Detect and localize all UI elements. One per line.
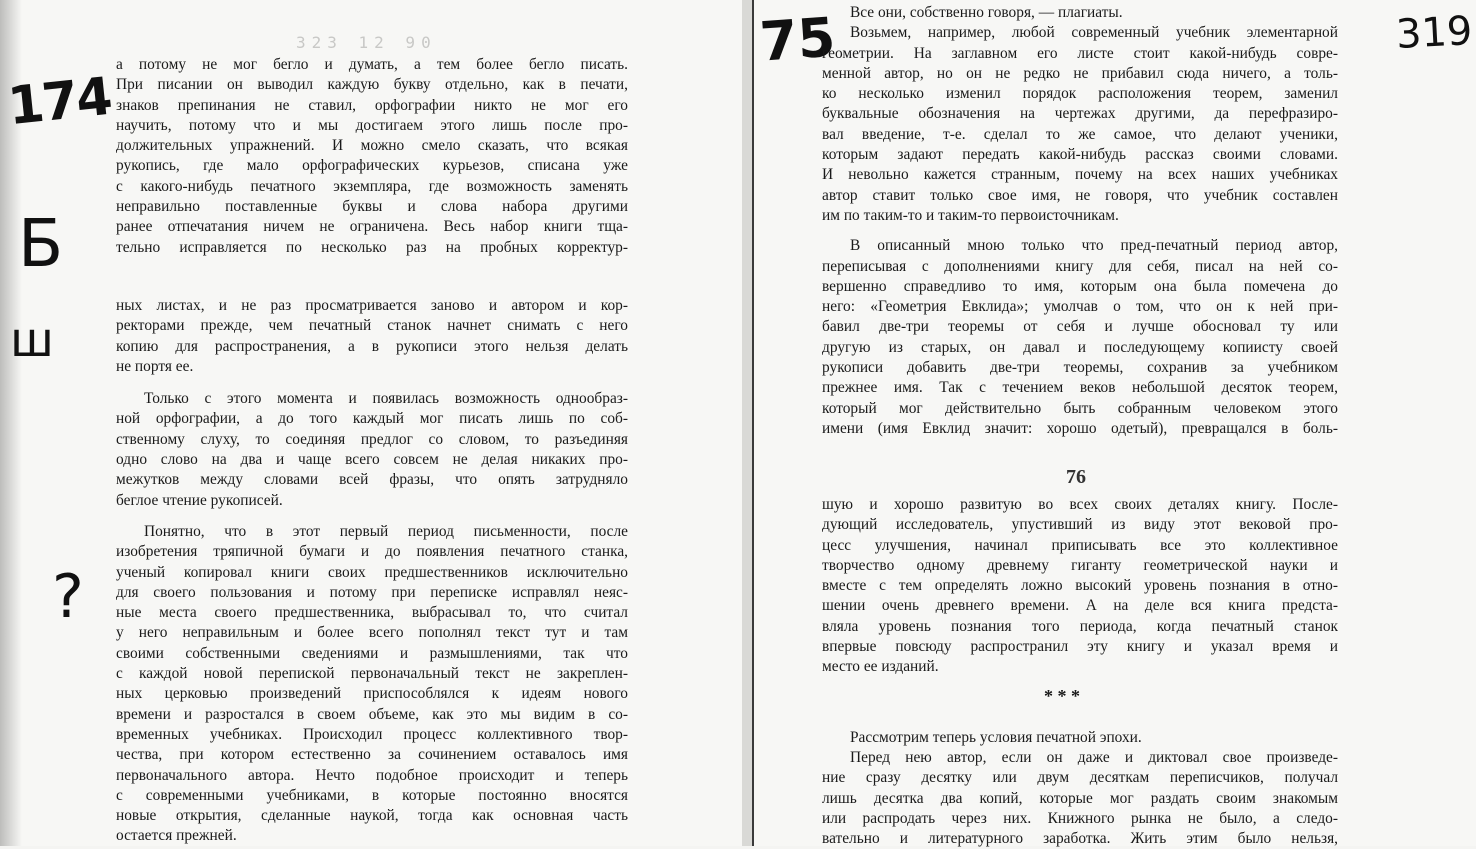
text-line: изобретения тряпичной бумаги и до появления печатного станка,: [116, 543, 628, 561]
text-line: с какого-нибудь печатного экземпляра, где возможность заменять: [116, 177, 628, 195]
text-line: для своего пользования и потому при переписке исправлял неяс-: [116, 583, 628, 601]
text-line: первоначального автора. Нечто подобное происходит и теперь: [116, 766, 628, 784]
text-line: Все они, собственно говоря, — плагиаты.: [850, 4, 1123, 21]
text-line: впервые повсюду распространил эту книгу и указал время и: [822, 638, 1338, 656]
text-line: чества, при котором естественно за сочинением оставалось имя: [116, 746, 628, 764]
text-line: вершенно справедливо то имя, которым она была помечена до: [822, 277, 1338, 295]
left-text-block-2: [116, 296, 628, 847]
text-line: ко несколько изменил порядок расположения теорем, заменил: [822, 85, 1338, 103]
text-line: рукописи добавить две-три теоремы, сохранив за учебником: [822, 359, 1338, 377]
text-line: которым задают передать какой-нибудь рассказ своими словами.: [822, 146, 1338, 164]
text-line: новые открытия, сделанные наукой, тогда как основная часть: [116, 807, 628, 825]
text-line: лишь десятка два копий, которые мог раздать своим знакомым: [822, 789, 1338, 807]
text-line: ранее отпечатания ничем не ограничена. Весь набор книги тща-: [116, 218, 628, 236]
text-line: В описанный мною только что пред-печатный период автор,: [850, 237, 1338, 255]
text-line: прежнее имя. Так с течением веков небольшой десяток теорем,: [822, 379, 1338, 397]
text-line: не портя ее.: [116, 357, 194, 375]
text-line: беглое чтение рукописей.: [116, 491, 283, 509]
text-line: бавил две-три теоремы от себя и лучше обосновал ту или: [822, 318, 1338, 336]
handwritten-question-mark: ?: [52, 562, 84, 632]
text-line: который мог действительно быть собранным человеком этого: [822, 399, 1338, 417]
handwritten-mark-sh: ш: [10, 312, 54, 368]
text-line: ственному слуху, то соединяя предлог со словом, то разъединяя: [116, 430, 628, 448]
handwritten-page-number-right: 319: [1394, 8, 1474, 58]
text-line: вал введение, т-е. сделал то же самое, что делают ученики,: [822, 125, 1338, 143]
left-text-block-1: [116, 55, 628, 258]
right-text-block-2: [822, 495, 1338, 849]
text-line: другую из старых, он давал и последующему копиисту своей: [822, 338, 1338, 356]
book-gutter: [742, 0, 752, 846]
text-line: место ее изданий.: [822, 658, 939, 676]
text-line: а потому не мог бегло и думать, а тем более бегло писать.: [116, 56, 628, 73]
text-line: цесс улучшения, начинал приписывать все это коллективное: [822, 536, 1338, 554]
text-line: вместе с тем определять ложно высокий уровень познания в отно-: [822, 577, 1338, 595]
text-line: копию для распространения, а в рукописи этого нельзя делать: [116, 337, 628, 355]
text-line: геометрии. На заглавном его листе стоит какой-нибудь совре-: [822, 44, 1338, 62]
text-line: Перед нею автор, если он даже и диктовал свое произведе-: [850, 748, 1338, 766]
text-line: с современными учебниками, в которые постоянно вносятся: [116, 786, 628, 804]
text-line: времени и разростался в своем объеме, как это мы видим в со-: [116, 705, 628, 723]
text-line: При писании он выводил каждую букву отдельно, как в печати,: [116, 76, 628, 94]
text-line: ных церковью произведений приспособлялся к идеям нового: [116, 685, 628, 703]
right-text-block-1: [822, 3, 1338, 439]
handwritten-page-number: 174: [5, 66, 114, 138]
text-line: автор ставит только свое имя, не говоря, что учебник составлен: [822, 186, 1338, 204]
text-line: временных учебниках. Происходил процесс коллективного твор-: [116, 725, 628, 743]
text-line: Понятно, что в этот первый период письменности, после: [144, 522, 628, 540]
text-line: неправильно поставленные буквы и слова набора другими: [116, 198, 628, 216]
text-line: у него неправильным и более всего пополнял текст тут и там: [116, 624, 628, 642]
handwritten-mark-b: Б: [18, 205, 64, 282]
text-line: творчество одному древнему гиганту геометрической науки и: [822, 556, 1338, 574]
text-line: переписывая с дополнениями книгу для себя, писал на ней со-: [822, 257, 1338, 275]
page-number: 76: [1066, 466, 1086, 488]
text-line: или распродать через них. Книжного рынка не было, а следо-: [822, 809, 1338, 827]
text-line: шении очень древнего времени. А на деле вся книга предста-: [822, 597, 1338, 615]
text-line: остается прежней.: [116, 827, 237, 845]
text-line: им по таким-то и таким-то первоисточникам.: [822, 206, 1119, 224]
text-line: должительных упражнений. И можно смело сказать, что всякая: [116, 137, 628, 155]
text-line: ной орфографии, а до того каждый мог писать лишь по соб-: [116, 410, 628, 428]
text-line: Рассмотрим теперь условия печатной эпохи.: [850, 728, 1142, 746]
text-line: И невольно кажется странным, почему на всех наших учебниках: [822, 166, 1338, 184]
text-line: ных листах, и не раз просматривается заново и автором и кор-: [116, 297, 628, 314]
text-line: вляла уровень познания того периода, когда печатный станок: [822, 617, 1338, 635]
text-line: ученый копировал книги своих предшественников исключительно: [116, 563, 628, 581]
text-line: ние сразу десятку или двум десяткам переписчиков, получал: [822, 769, 1338, 787]
text-line: ные места своего предшественника, выбрасывал то, что считал: [116, 604, 628, 622]
text-line: имени (имя Евклид значит: хорошо одетый), превращался в боль-: [822, 419, 1338, 437]
text-line: Возьмем, например, любой современный учебник элементарной: [850, 24, 1338, 42]
text-line: своими собственными сведениями и размышлениями, так что: [116, 644, 628, 662]
text-line: с каждой новой перепиской первоначальный текст не закреплен-: [116, 665, 628, 683]
text-line: знаков препинания не ставил, орфографии никто не мог его: [116, 96, 628, 114]
text-line: Только с этого момента и появилась возможность однообраз-: [144, 390, 628, 408]
section-separator: * * *: [1044, 686, 1080, 706]
text-line: дующий исследователь, упустивший из виду этот вековой про-: [822, 516, 1338, 534]
text-line: тельно исправляется по несколько раз на пробных корректур-: [116, 238, 628, 256]
text-line: буквальные обозначения на чертежах другими, да перефразиро-: [822, 105, 1338, 123]
text-line: одно слово на два и чаще всего совсем не делая никаких про-: [116, 451, 628, 469]
text-line: менной автор, но он не редко не прибавил сюда ничего, а толь-: [822, 64, 1338, 82]
handwritten-page-number-left: 75: [757, 5, 838, 74]
text-line: ректорами прежде, чем печатный станок начнет снимать с него: [116, 317, 628, 335]
text-line: межутков между словами всей фразы, что опять затрудняло: [116, 471, 628, 489]
text-line: вательно и литературного заработка. Жить этим было нельзя,: [822, 830, 1338, 848]
text-line: шую и хорошо развитую во всех своих деталях книгу. После-: [822, 496, 1338, 513]
text-line: научить, потому что и мы достигаем этого лишь после про-: [116, 116, 628, 134]
faint-page-header: 323 12 90: [296, 33, 437, 52]
text-line: рукопись, где мало орфографических курьезов, списана уже: [116, 157, 628, 175]
text-line: него: «Геометрия Евклида»; умолчав о том, что он к ней при-: [822, 298, 1338, 316]
